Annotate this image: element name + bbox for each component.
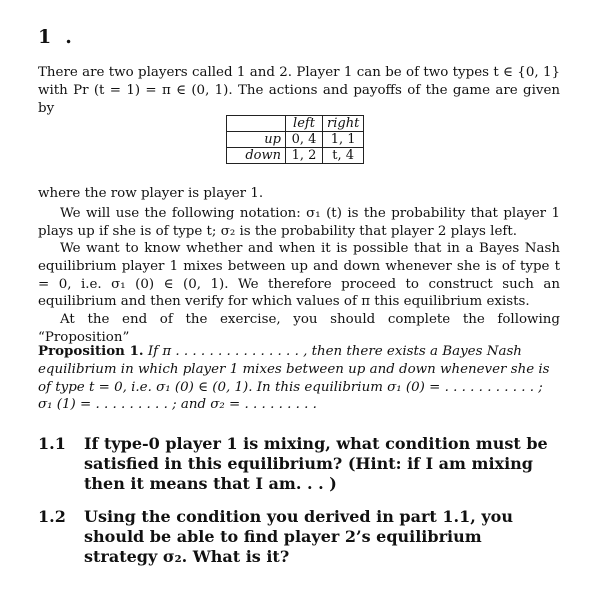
- row-label-up: up: [227, 132, 286, 148]
- payoff-table: [226, 115, 364, 164]
- subsection-number: 1.2: [38, 507, 66, 526]
- table-corner-cell: [227, 116, 286, 132]
- table-row: [227, 132, 364, 148]
- subsection-number: 1.1: [38, 434, 66, 453]
- section-dot: .: [65, 26, 72, 48]
- proposition-title: Proposition 1.: [38, 343, 144, 359]
- section-number: 1: [38, 26, 52, 48]
- row-player-note: where the row player is player 1.: [38, 186, 264, 201]
- col-header-left: left: [286, 116, 323, 132]
- subsection-text: If type-0 player 1 is mixing, what condition must be satisfied in this equilibrium? (Hint: if I am mixing then it means that I am. . . ): [84, 434, 548, 493]
- section-heading: [38, 26, 72, 48]
- row-label-down: down: [227, 148, 286, 164]
- table-row: [227, 148, 364, 164]
- subsection-text: Using the condition you derived in part 1.1, you should be able to find player 2’s equilibrium strategy σ₂. What is it?: [84, 507, 513, 566]
- proposition-block: [38, 343, 560, 414]
- payoff-cell: 0, 4: [286, 132, 323, 148]
- payoff-cell: t, 4: [323, 148, 364, 164]
- payoff-cell: 1, 2: [286, 148, 323, 164]
- proposition-body: If π . . . . . . . . . . . . . . . , then there exists a Bayes Nash equilibrium in which player 1 mixes between up and down whenever she is of type t = 0, i.e. σ₁ (0) ∈ (0, 1). In this equilibrium σ₁ (0) = . . . . . . . . . . . ; σ₁ (1) = . . . . . . . . . ; and σ₂ = . . . . . . . . .: [38, 344, 550, 413]
- goal-paragraph: We want to know whether and when it is possible that in a Bayes Nash equilibrium player 1 mixes between up and down whenever she is of type t = 0, i.e. σ₁ (0) ∈ (0, 1). We therefore proceed to construct such an equilibrium and then verify for which values of π this equilibrium exists.: [38, 241, 560, 310]
- end-note-paragraph: At the end of the exercise, you should complete the following “Proposition”: [38, 312, 560, 345]
- intro-paragraph: There are two players called 1 and 2. Player 1 can be of two types t ∈ {0, 1} with Pr (t = 1) = π ∈ (0, 1). The actions and payoffs of the game are given by: [38, 65, 560, 116]
- table-header-row: [227, 116, 364, 132]
- payoff-cell: 1, 1: [323, 132, 364, 148]
- col-header-right: right: [323, 116, 364, 132]
- notation-paragraph: We will use the following notation: σ₁ (t) is the probability that player 1 plays up if she is of type t; σ₂ is the probability that player 2 plays left.: [38, 206, 560, 239]
